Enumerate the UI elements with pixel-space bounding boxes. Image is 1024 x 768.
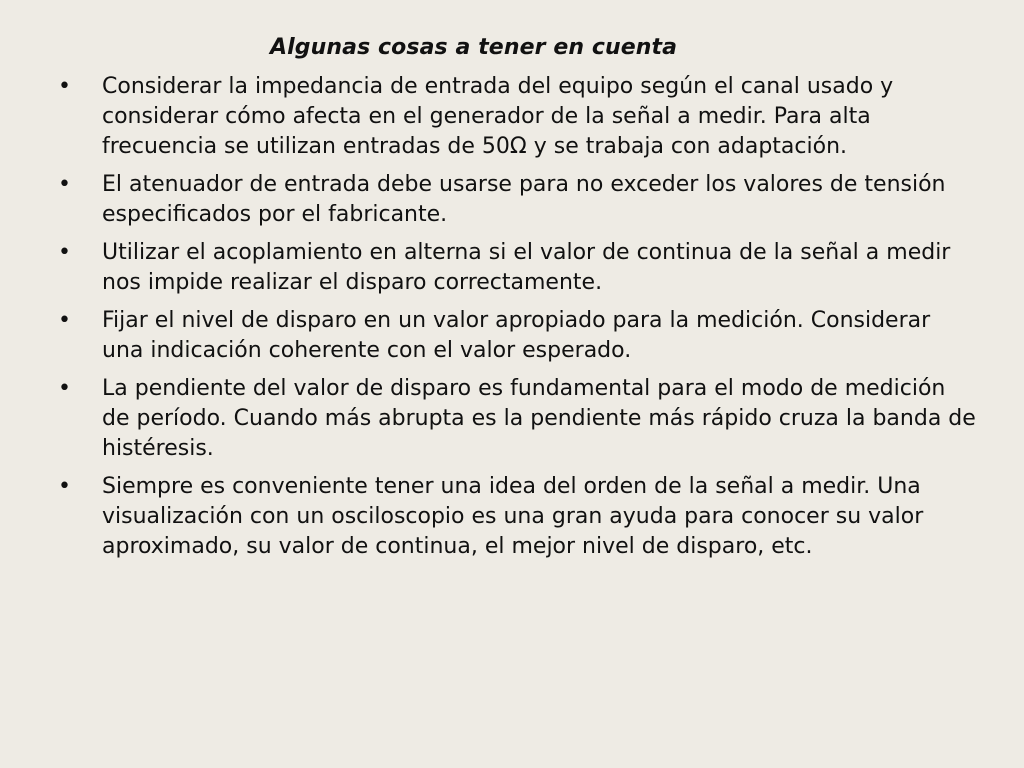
bullet-icon: • [58,74,71,99]
bullet-icon: • [58,172,71,197]
bullet-text-1: Considerar la impedancia de entrada del equipo según el canal usado y considerar cómo afecta en el generador de la señal a medir. Para alta frecuencia se utilizan entradas de 50Ω y se trabaja con adaptación. [102,74,894,159]
bullet-icon: • [58,376,71,401]
bullet-item-2 [56,170,976,230]
bullet-icon: • [58,308,71,333]
bullet-text-4: Fijar el nivel de disparo en un valor apropiado para la medición. Considerar una indicación coherente con el valor esperado. [102,308,931,363]
bullet-text-5: La pendiente del valor de disparo es fundamental para el modo de medición de período. Cuando más abrupta es la pendiente más rápido cruza la banda de histéresis. [102,376,976,461]
bullet-item-1 [56,72,976,162]
bullet-item-3 [56,238,976,298]
bullet-text-2: El atenuador de entrada debe usarse para no exceder los valores de tensión especificados por el fabricante. [102,172,946,227]
bullet-list [56,72,976,570]
bullet-item-5 [56,374,976,464]
bullet-icon: • [58,240,71,265]
bullet-text-6: Siempre es conveniente tener una idea del orden de la señal a medir. Una visualización con un osciloscopio es una gran ayuda para conocer su valor aproximado, su valor de continua, el mejor nivel de disparo, etc. [102,474,924,559]
bullet-item-4 [56,306,976,366]
bullet-text-3: Utilizar el acoplamiento en alterna si el valor de continua de la señal a medir nos impide realizar el disparo correctamente. [102,240,951,295]
bullet-icon: • [58,474,71,499]
bullet-item-6 [56,472,976,562]
slide-title: Algunas cosas a tener en cuenta [270,35,678,60]
